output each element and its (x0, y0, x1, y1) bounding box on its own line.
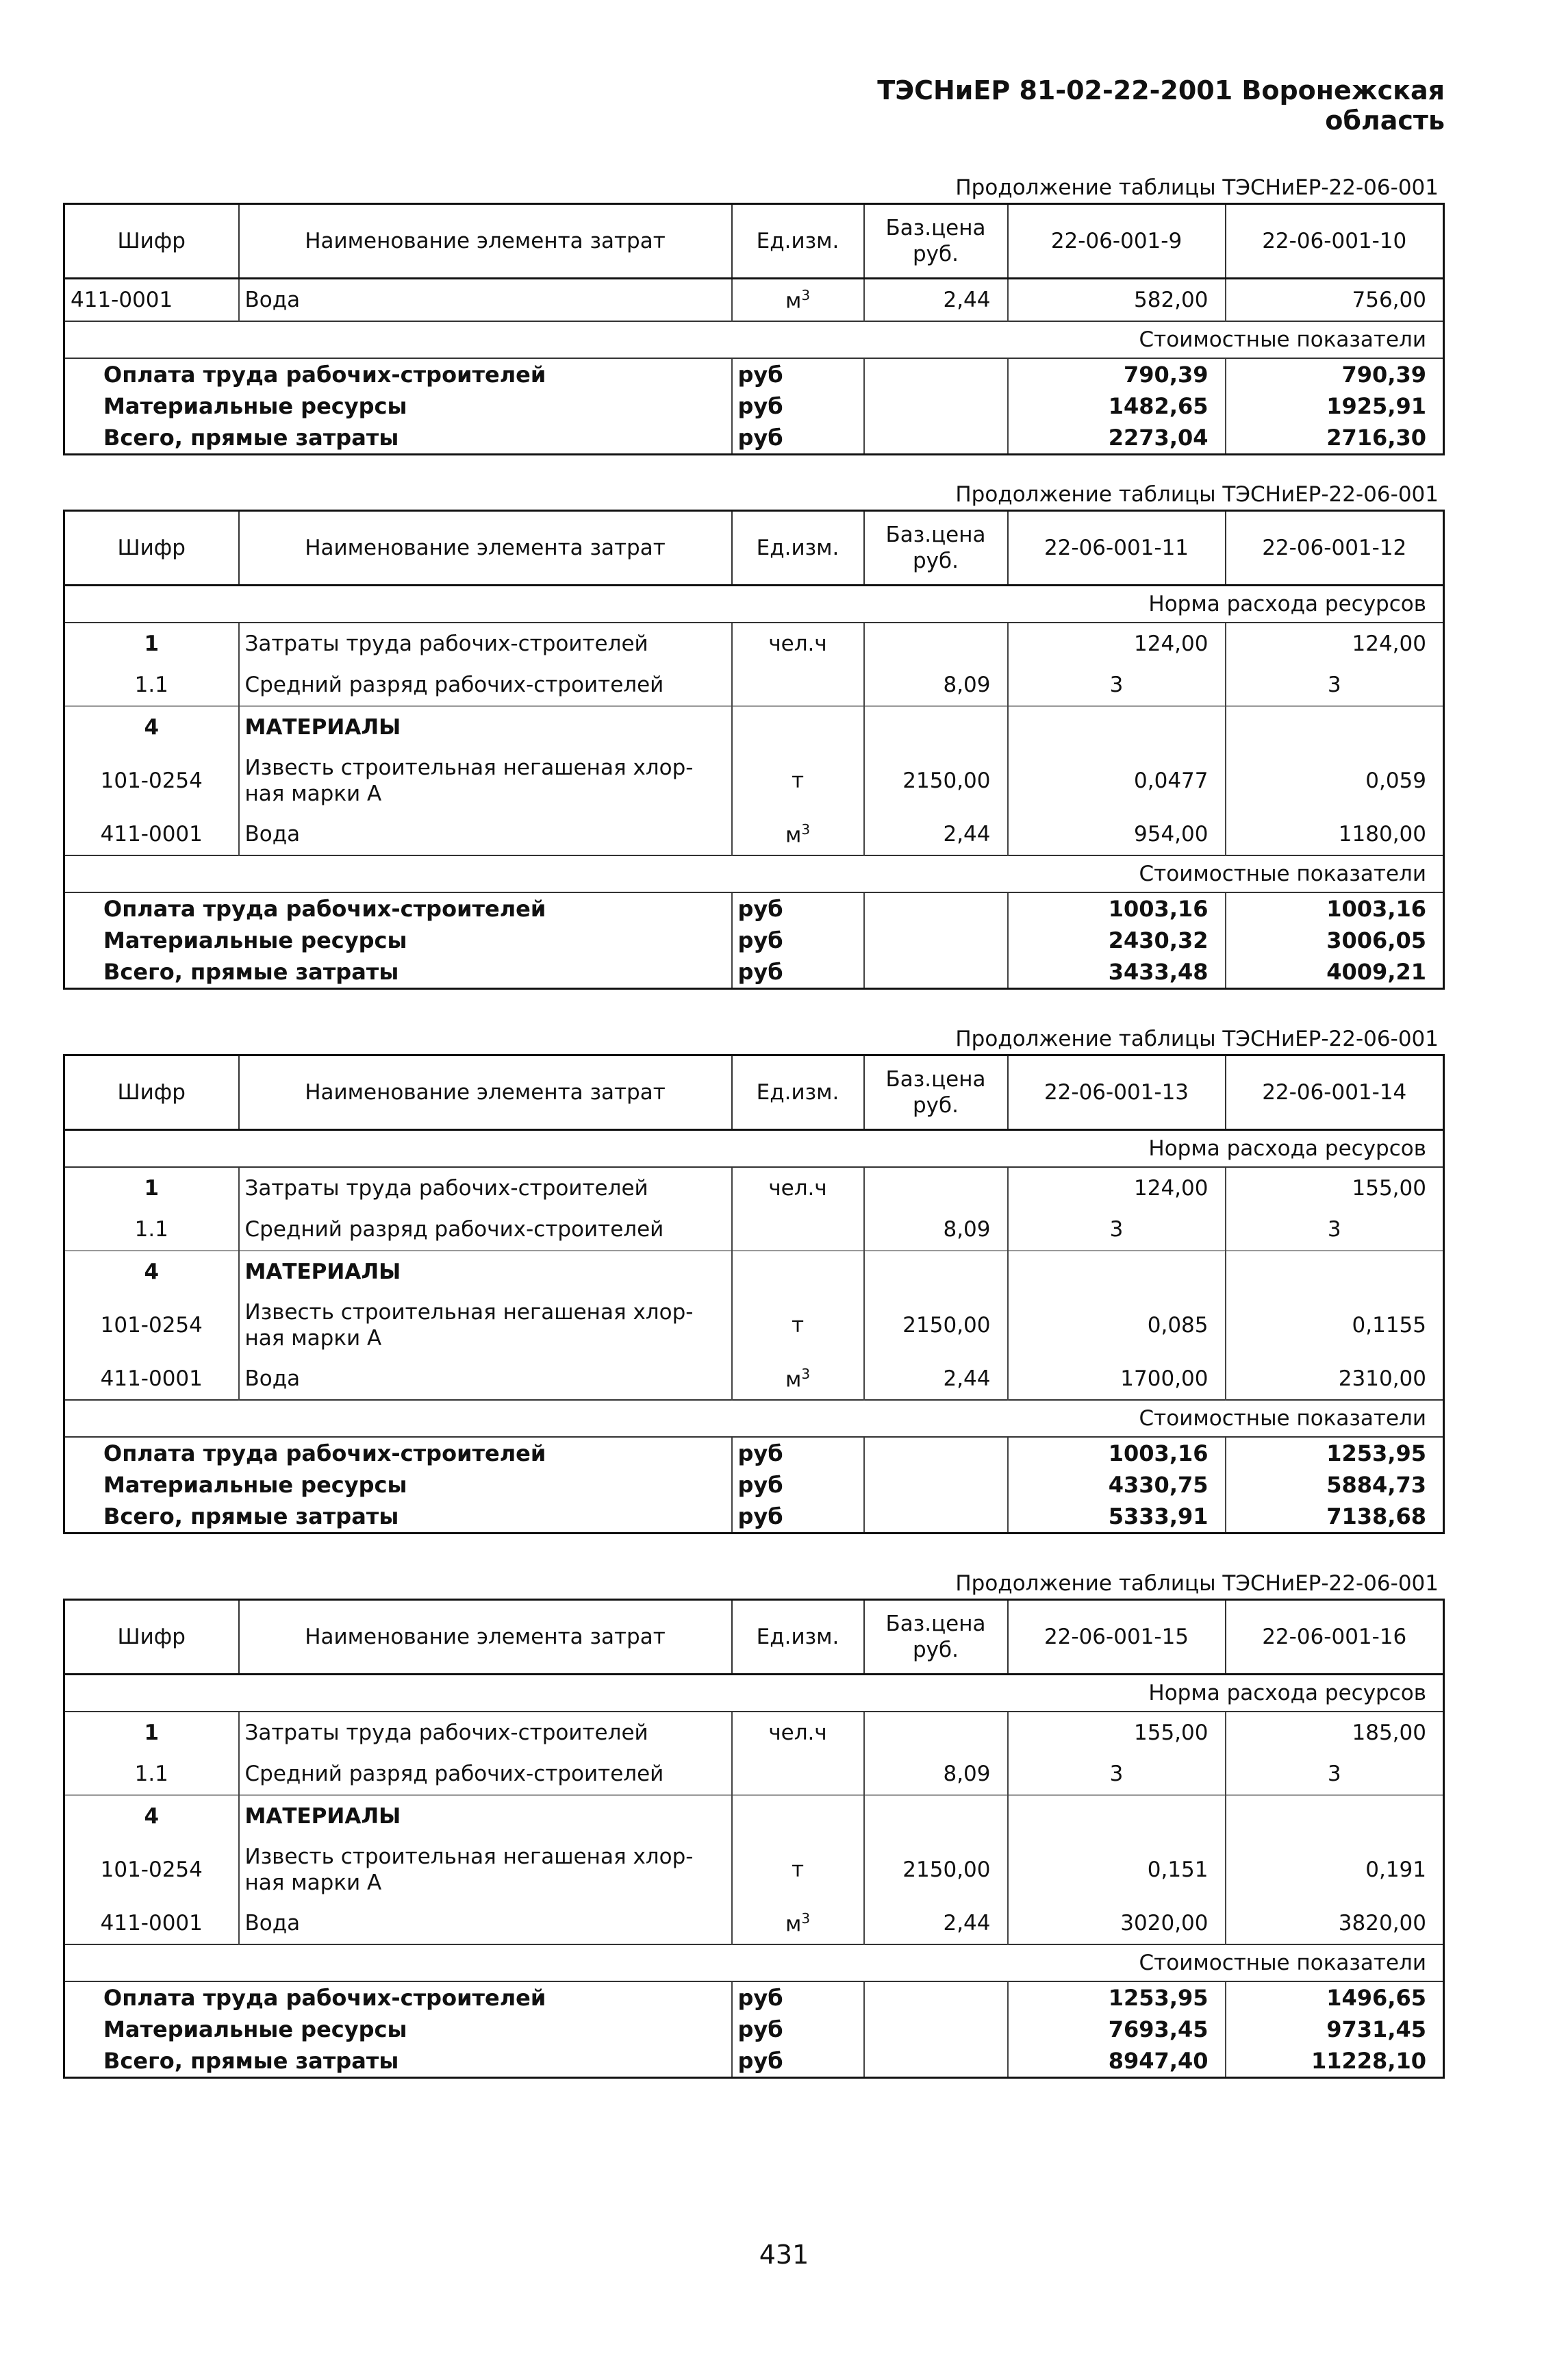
row-price (864, 925, 1008, 956)
section-norm-label: Норма расхода ресурсов (64, 1130, 1444, 1168)
row-value-a (1008, 1795, 1226, 1837)
row-name: Затраты труда рабочих-строителей (239, 623, 732, 664)
table-row-materials-cost (64, 2014, 1444, 2045)
row-price (864, 358, 1008, 390)
row-unit: чел.ч (732, 1712, 864, 1753)
row-value-a: 1253,95 (1008, 1981, 1226, 2014)
row-price (864, 956, 1008, 989)
row-value-b: 5884,73 (1226, 1469, 1444, 1501)
row-code: 1.1 (134, 1217, 168, 1242)
section-cost-label: Стоимостные показатели (64, 855, 1444, 892)
resource-table (63, 1599, 1445, 2079)
row-name: Известь строительная негашеная хлор-ная марки А (239, 1292, 732, 1358)
row-unit: руб (732, 2045, 864, 2078)
table-row-grade (64, 664, 1444, 706)
row-value-b: 0,191 (1226, 1837, 1444, 1903)
row-value-b: 9731,45 (1226, 2014, 1444, 2045)
table-row-grade (64, 1753, 1444, 1795)
column-header-code: Шифр (117, 536, 186, 560)
column-header-code-b: 22-06-001-14 (1226, 1055, 1444, 1130)
row-value-a: 124,00 (1008, 1167, 1226, 1209)
row-unit: руб (732, 2014, 864, 2045)
row-value-a: 582,00 (1008, 279, 1226, 322)
section-cost-row (64, 1400, 1444, 1437)
table-header-row (64, 511, 1444, 586)
row-value-a: 0,151 (1008, 1837, 1226, 1903)
row-value-b: 4009,21 (1226, 956, 1444, 989)
row-name: Известь строительная негашеная хлор-ная марки А (239, 1837, 732, 1903)
table-caption: Продолжение таблицы ТЭСНиЕР-22-06-001 (955, 1027, 1439, 1051)
table-row-total-cost (64, 1501, 1444, 1533)
table-block-3 (63, 1024, 1443, 1534)
table-row-labor (64, 1167, 1444, 1209)
column-header-code: Шифр (117, 229, 186, 253)
row-unit: руб (732, 1981, 864, 2014)
row-value-a: 790,39 (1008, 358, 1226, 390)
resource-table (63, 510, 1445, 990)
row-name: Средний разряд рабочих-строителей (239, 664, 732, 706)
row-code: 4 (64, 1795, 239, 1837)
row-price (864, 1437, 1008, 1469)
row-value-a: 4330,75 (1008, 1469, 1226, 1501)
column-header-name: Наименование элемента затрат (239, 1600, 732, 1675)
section-norm-row (64, 1130, 1444, 1168)
row-value-a (1008, 706, 1226, 748)
row-unit: чел.ч (732, 623, 864, 664)
section-cost-label: Стоимостные показатели (64, 1944, 1444, 1981)
row-value-a: 7693,45 (1008, 2014, 1226, 2045)
row-value-b: 1496,65 (1226, 1981, 1444, 2014)
row-value-b: 124,00 (1226, 623, 1444, 664)
table-row-total-cost (64, 422, 1444, 455)
row-name: Материальные ресурсы (103, 1472, 407, 1498)
row-price: 2150,00 (864, 1292, 1008, 1358)
row-code: 1 (144, 1720, 160, 1745)
column-header-code-a: 22-06-001-13 (1008, 1055, 1226, 1130)
row-unit (732, 1209, 864, 1251)
row-unit: т (732, 1292, 864, 1358)
table-row-grade (64, 1209, 1444, 1251)
row-unit: руб (732, 1469, 864, 1501)
row-value-a: 0,0477 (1008, 748, 1226, 814)
row-name: Оплата труда рабочих-строителей (103, 1440, 546, 1466)
row-value-a: 0,085 (1008, 1292, 1226, 1358)
row-price (864, 1981, 1008, 2014)
row-name: Оплата труда рабочих-строителей (103, 896, 546, 922)
table-row-labor (64, 1712, 1444, 1753)
row-value-a (1008, 1251, 1226, 1292)
column-header-unit: Ед.изм. (732, 1055, 864, 1130)
row-code: 4 (64, 706, 239, 748)
row-price (864, 1795, 1008, 1837)
row-unit: $м^3$ (732, 279, 864, 322)
row-value-a: 1700,00 (1008, 1358, 1226, 1400)
row-value-b: 2310,00 (1226, 1358, 1444, 1400)
row-price (864, 706, 1008, 748)
column-header-code-b: 22-06-001-10 (1226, 204, 1444, 279)
column-header-price: Баз.цена руб. (864, 1600, 1008, 1675)
row-code: 1 (144, 1176, 160, 1201)
row-unit: руб (732, 390, 864, 422)
page-number: 431 (759, 2240, 809, 2270)
table-header-row (64, 204, 1444, 279)
table-row-materials-heading (64, 1795, 1444, 1837)
row-value-b: 7138,68 (1226, 1501, 1444, 1533)
row-value-a: 3 (1008, 1753, 1226, 1795)
row-value-b: 3 (1226, 1753, 1444, 1795)
row-unit: $м^3$ (732, 1358, 864, 1400)
row-unit: чел.ч (732, 1167, 864, 1209)
row-unit: руб (732, 358, 864, 390)
row-price (864, 1469, 1008, 1501)
row-value-a: 2273,04 (1008, 422, 1226, 455)
row-name: Всего, прямые затраты (103, 959, 399, 985)
row-value-a: 2430,32 (1008, 925, 1226, 956)
row-code: 1.1 (134, 1762, 168, 1786)
row-value-b: 185,00 (1226, 1712, 1444, 1753)
table-header-row (64, 1600, 1444, 1675)
table-block-1 (63, 173, 1443, 455)
column-header-code-a: 22-06-001-9 (1008, 204, 1226, 279)
row-unit (732, 1251, 864, 1292)
row-code: 411-0001 (71, 288, 173, 312)
column-header-code-a: 22-06-001-11 (1008, 511, 1226, 586)
row-price: 8,09 (864, 664, 1008, 706)
row-unit (732, 1795, 864, 1837)
row-code: 101-0254 (100, 1313, 203, 1338)
row-price (864, 1251, 1008, 1292)
row-value-b: 3820,00 (1226, 1903, 1444, 1944)
row-name: Средний разряд рабочих-строителей (239, 1209, 732, 1251)
column-header-price: Баз.цена руб. (864, 511, 1008, 586)
row-price (864, 1167, 1008, 1209)
column-header-price: Баз.цена руб. (864, 204, 1008, 279)
row-name: Затраты труда рабочих-строителей (239, 1712, 732, 1753)
table-row-lime (64, 1292, 1444, 1358)
column-header-unit: Ед.изм. (732, 204, 864, 279)
row-price (864, 2014, 1008, 2045)
table-row-water (64, 279, 1444, 322)
row-name: Материальные ресурсы (103, 927, 407, 953)
row-price: 2150,00 (864, 1837, 1008, 1903)
section-cost-label: Стоимостные показатели (64, 1400, 1444, 1437)
row-price: 8,09 (864, 1753, 1008, 1795)
column-header-code: Шифр (117, 1625, 186, 1649)
row-value-a: 5333,91 (1008, 1501, 1226, 1533)
table-row-materials-heading (64, 1251, 1444, 1292)
row-price (864, 2045, 1008, 2078)
row-unit: руб (732, 1501, 864, 1533)
row-code: 4 (64, 1251, 239, 1292)
row-value-a: 954,00 (1008, 814, 1226, 855)
column-header-code-b: 22-06-001-12 (1226, 511, 1444, 586)
row-value-a: 1003,16 (1008, 892, 1226, 925)
row-name: Известь строительная негашеная хлор-ная марки А (239, 748, 732, 814)
row-price (864, 1501, 1008, 1533)
resource-table (63, 1054, 1445, 1534)
row-code: 101-0254 (100, 1857, 203, 1882)
row-value-b: 1003,16 (1226, 892, 1444, 925)
row-value-b: 11228,10 (1226, 2045, 1444, 2078)
row-price: 2,44 (864, 1358, 1008, 1400)
column-header-name: Наименование элемента затрат (239, 511, 732, 586)
section-norm-row (64, 586, 1444, 623)
row-code: 411-0001 (100, 1911, 203, 1936)
page-title: ТЭСНиЕР 81-02-22-2001 Воронежская область (877, 75, 1445, 136)
table-caption: Продолжение таблицы ТЭСНиЕР-22-06-001 (955, 1571, 1439, 1596)
table-row-water (64, 814, 1444, 855)
row-unit: руб (732, 422, 864, 455)
table-caption: Продолжение таблицы ТЭСНиЕР-22-06-001 (955, 175, 1439, 200)
row-price (864, 623, 1008, 664)
row-name: Затраты труда рабочих-строителей (239, 1167, 732, 1209)
row-value-b: 1180,00 (1226, 814, 1444, 855)
table-row-lime (64, 748, 1444, 814)
row-value-b: 155,00 (1226, 1167, 1444, 1209)
row-code: 1 (144, 631, 160, 656)
row-name: Оплата труда рабочих-строителей (103, 1985, 546, 2011)
column-header-code-b: 22-06-001-16 (1226, 1600, 1444, 1675)
row-value-a: 155,00 (1008, 1712, 1226, 1753)
row-unit (732, 664, 864, 706)
table-block-4 (63, 1568, 1443, 2079)
row-value-a: 1482,65 (1008, 390, 1226, 422)
table-row-water (64, 1903, 1444, 1944)
row-name: Всего, прямые затраты (103, 1503, 399, 1529)
column-header-code: Шифр (117, 1080, 186, 1105)
row-name: МАТЕРИАЛЫ (239, 706, 732, 748)
row-code: 101-0254 (100, 768, 203, 793)
row-value-a: 8947,40 (1008, 2045, 1226, 2078)
section-norm-label: Норма расхода ресурсов (64, 586, 1444, 623)
column-header-name: Наименование элемента затрат (239, 1055, 732, 1130)
section-norm-row (64, 1675, 1444, 1712)
row-value-b: 3006,05 (1226, 925, 1444, 956)
row-value-a: 3433,48 (1008, 956, 1226, 989)
row-name: МАТЕРИАЛЫ (239, 1795, 732, 1837)
row-unit: руб (732, 956, 864, 989)
row-price: 8,09 (864, 1209, 1008, 1251)
row-price: 2,44 (864, 1903, 1008, 1944)
section-cost-label: Стоимостные показатели (64, 321, 1444, 358)
column-header-name: Наименование элемента затрат (239, 204, 732, 279)
row-name: Материальные ресурсы (103, 2016, 407, 2042)
row-value-b: 3 (1226, 664, 1444, 706)
table-row-labor-cost (64, 1437, 1444, 1469)
row-value-b (1226, 1795, 1444, 1837)
row-price (864, 390, 1008, 422)
row-unit: руб (732, 1437, 864, 1469)
row-price: 2150,00 (864, 748, 1008, 814)
row-value-a: 1003,16 (1008, 1437, 1226, 1469)
row-name: Средний разряд рабочих-строителей (239, 1753, 732, 1795)
row-price (864, 892, 1008, 925)
row-value-b: 0,059 (1226, 748, 1444, 814)
row-price: 2,44 (864, 814, 1008, 855)
row-value-b: 3 (1226, 1209, 1444, 1251)
table-caption: Продолжение таблицы ТЭСНиЕР-22-06-001 (955, 482, 1439, 507)
row-name: Вода (239, 1903, 732, 1944)
row-name: Всего, прямые затраты (103, 425, 399, 451)
row-unit (732, 1753, 864, 1795)
row-value-b: 2716,30 (1226, 422, 1444, 455)
column-header-code-a: 22-06-001-15 (1008, 1600, 1226, 1675)
table-header-row (64, 1055, 1444, 1130)
resource-table (63, 203, 1445, 455)
row-code: 411-0001 (100, 1366, 203, 1391)
row-value-b (1226, 1251, 1444, 1292)
table-row-labor-cost (64, 1981, 1444, 2014)
row-price (864, 1712, 1008, 1753)
table-row-labor (64, 623, 1444, 664)
table-row-materials-heading (64, 706, 1444, 748)
table-row-labor-cost (64, 892, 1444, 925)
row-value-a: 3 (1008, 664, 1226, 706)
table-row-materials-cost (64, 925, 1444, 956)
row-value-b: 790,39 (1226, 358, 1444, 390)
table-row-materials-cost (64, 390, 1444, 422)
row-value-b: 0,1155 (1226, 1292, 1444, 1358)
row-name: Вода (239, 1358, 732, 1400)
table-row-water (64, 1358, 1444, 1400)
row-value-b: 1925,91 (1226, 390, 1444, 422)
row-name: Вода (239, 814, 732, 855)
table-row-materials-cost (64, 1469, 1444, 1501)
row-unit: т (732, 748, 864, 814)
row-value-b (1226, 706, 1444, 748)
row-name: МАТЕРИАЛЫ (239, 1251, 732, 1292)
section-norm-label: Норма расхода ресурсов (64, 1675, 1444, 1712)
table-row-total-cost (64, 2045, 1444, 2078)
row-unit: $м^3$ (732, 814, 864, 855)
row-code: 1.1 (134, 673, 168, 697)
row-unit (732, 706, 864, 748)
row-price: 2,44 (864, 279, 1008, 322)
row-unit: т (732, 1837, 864, 1903)
row-name: Вода (239, 279, 732, 322)
row-value-a: 3 (1008, 1209, 1226, 1251)
column-header-unit: Ед.изм. (732, 1600, 864, 1675)
row-unit: руб (732, 925, 864, 956)
row-unit: $м^3$ (732, 1903, 864, 1944)
column-header-price: Баз.цена руб. (864, 1055, 1008, 1130)
row-value-b: 756,00 (1226, 279, 1444, 322)
row-name: Всего, прямые затраты (103, 2048, 399, 2074)
row-name: Оплата труда рабочих-строителей (103, 362, 546, 388)
table-row-labor-cost (64, 358, 1444, 390)
table-block-2 (63, 479, 1443, 990)
row-value-a: 3020,00 (1008, 1903, 1226, 1944)
table-row-lime (64, 1837, 1444, 1903)
row-name: Материальные ресурсы (103, 393, 407, 419)
row-code: 411-0001 (100, 822, 203, 847)
section-cost-row (64, 321, 1444, 358)
section-cost-row (64, 1944, 1444, 1981)
section-cost-row (64, 855, 1444, 892)
table-row-total-cost (64, 956, 1444, 989)
row-unit: руб (732, 892, 864, 925)
row-value-a: 124,00 (1008, 623, 1226, 664)
row-value-b: 1253,95 (1226, 1437, 1444, 1469)
row-price (864, 422, 1008, 455)
column-header-unit: Ед.изм. (732, 511, 864, 586)
